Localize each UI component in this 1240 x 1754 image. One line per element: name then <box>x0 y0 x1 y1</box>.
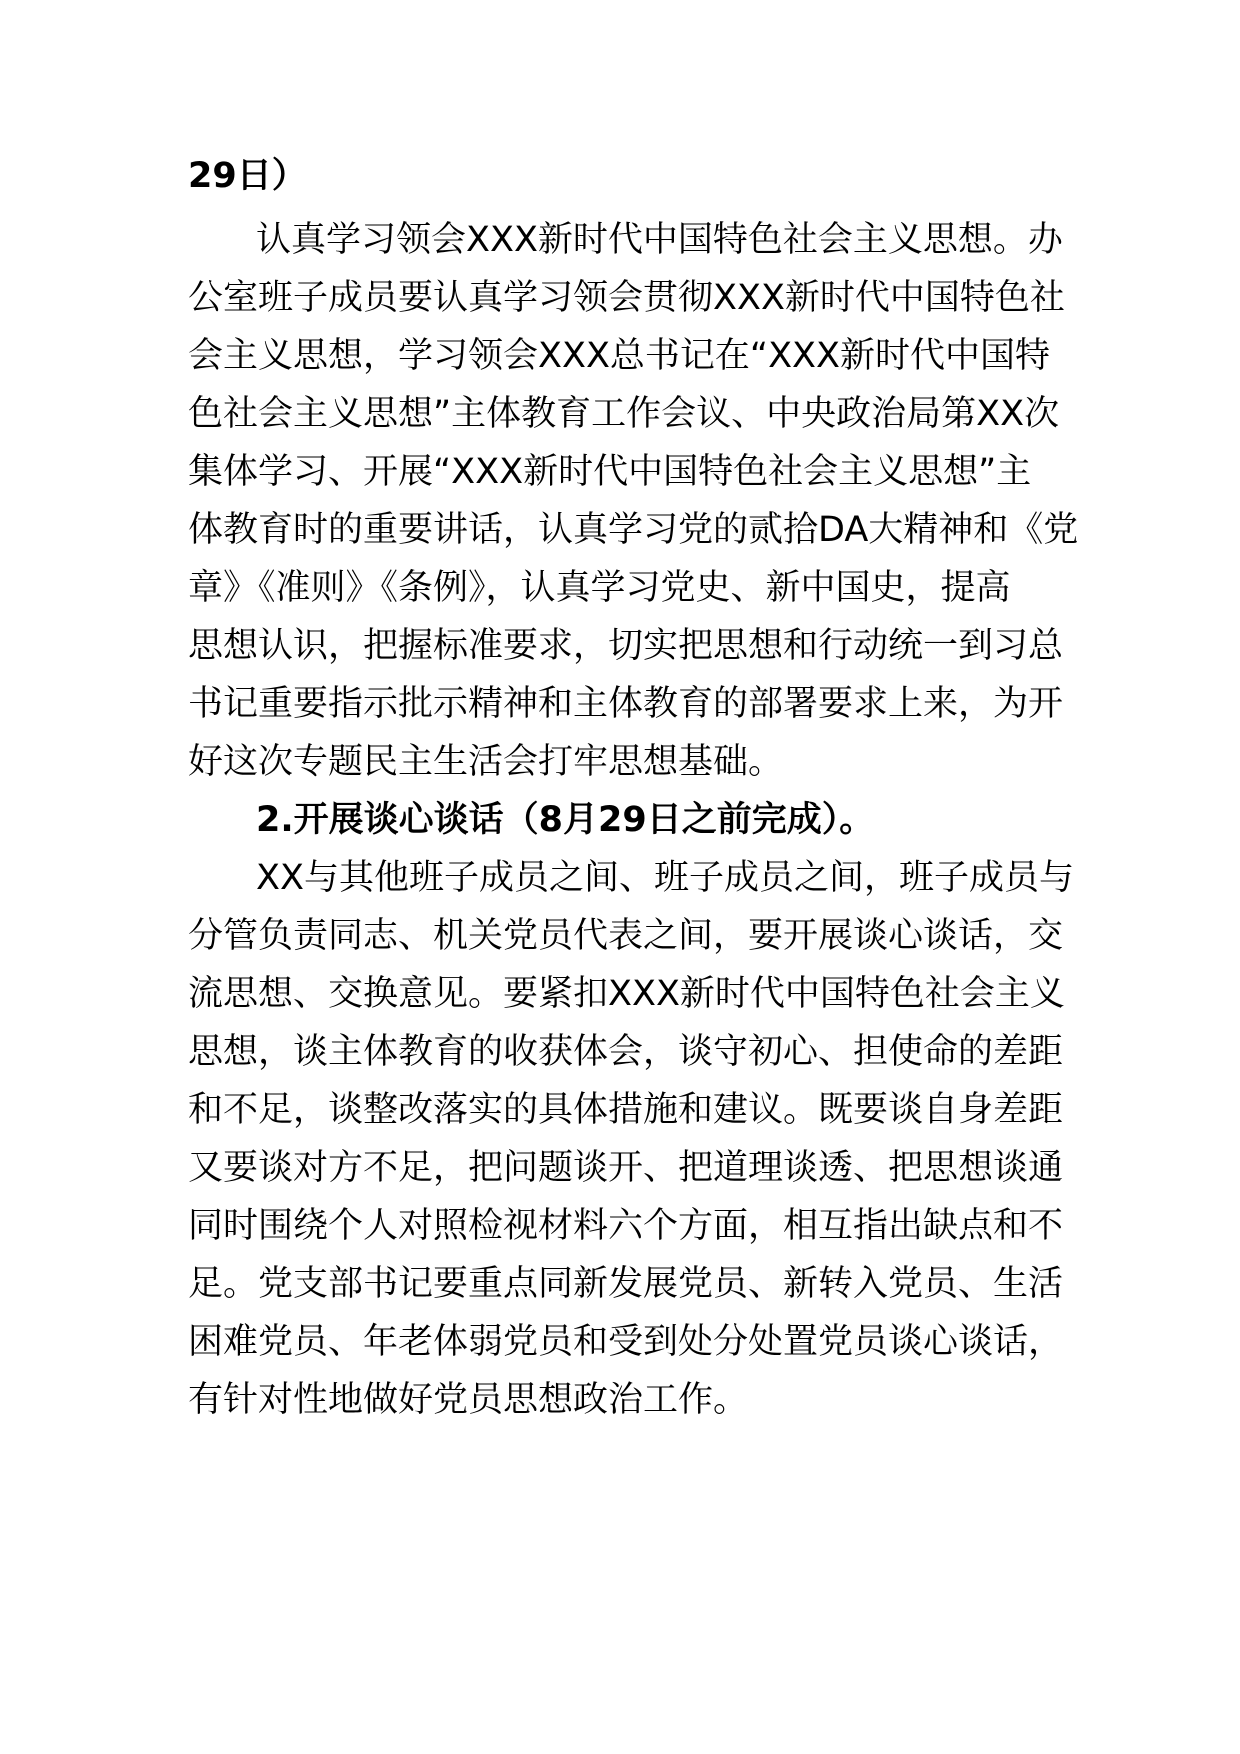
paragraph-line: 书记重要指示批示精神和主体教育的部署要求上来，为开 <box>188 684 1064 724</box>
paragraph-line: 又要谈对方不足，把问题谈开、把道理谈透、把思想谈通 <box>188 1148 1064 1188</box>
paragraph-line: 思想认识，把握标准要求，切实把思想和行动统一到习总 <box>188 626 1064 666</box>
paragraph-line: 会主义思想，学习领会XXX总书记在“XXX新时代中国特 <box>188 336 1050 376</box>
paragraph-line: 足。党支部书记要重点同新发展党员、新转入党员、生活 <box>188 1264 1064 1304</box>
paragraph-line: 章》《准则》《条例》，认真学习党史、新中国史，提高 <box>188 568 1011 608</box>
paragraph-line: 困难党员、年老体弱党员和受到处分处置党员谈心谈话， <box>188 1322 1064 1362</box>
paragraph-line: 有针对性地做好党员思想政治工作。 <box>188 1380 749 1420</box>
paragraph-line: 集体学习、开展“XXX新时代中国特色社会主义思想”主 <box>188 452 1032 492</box>
paragraph-line: 流思想、交换意见。要紧扣XXX新时代中国特色社会主义 <box>188 974 1065 1014</box>
paragraph-line: 色社会主义思想”主体教育工作会议、中央政治局第XX次 <box>188 394 1060 434</box>
paragraph-line: 分管负责同志、机关党员代表之间，要开展谈心谈话，交 <box>188 916 1064 956</box>
paragraph-line: 和不足，谈整改落实的具体措施和建议。既要谈自身差距 <box>188 1090 1064 1130</box>
paragraph-line: 好这次专题民主生活会打牢思想基础。 <box>188 742 784 782</box>
paragraph-line: 同时围绕个人对照检视材料六个方面，相互指出缺点和不 <box>188 1206 1064 1246</box>
continued-heading-line: 29日） <box>188 156 307 196</box>
paragraph-line: 公室班子成员要认真学习领会贯彻XXX新时代中国特色社 <box>188 278 1065 318</box>
paragraph-line: 体教育时的重要讲话，认真学习党的贰拾DA大精神和《党 <box>188 510 1079 550</box>
section-heading: 2.开展谈心谈话（8月29日之前完成）。 <box>256 800 875 840</box>
paragraph-line: 认真学习领会XXX新时代中国特色社会主义思想。办 <box>256 220 1063 260</box>
paragraph-line: XX与其他班子成员之间、班子成员之间，班子成员与 <box>256 858 1074 898</box>
paragraph-line: 思想，谈主体教育的收获体会，谈守初心、担使命的差距 <box>188 1032 1064 1072</box>
